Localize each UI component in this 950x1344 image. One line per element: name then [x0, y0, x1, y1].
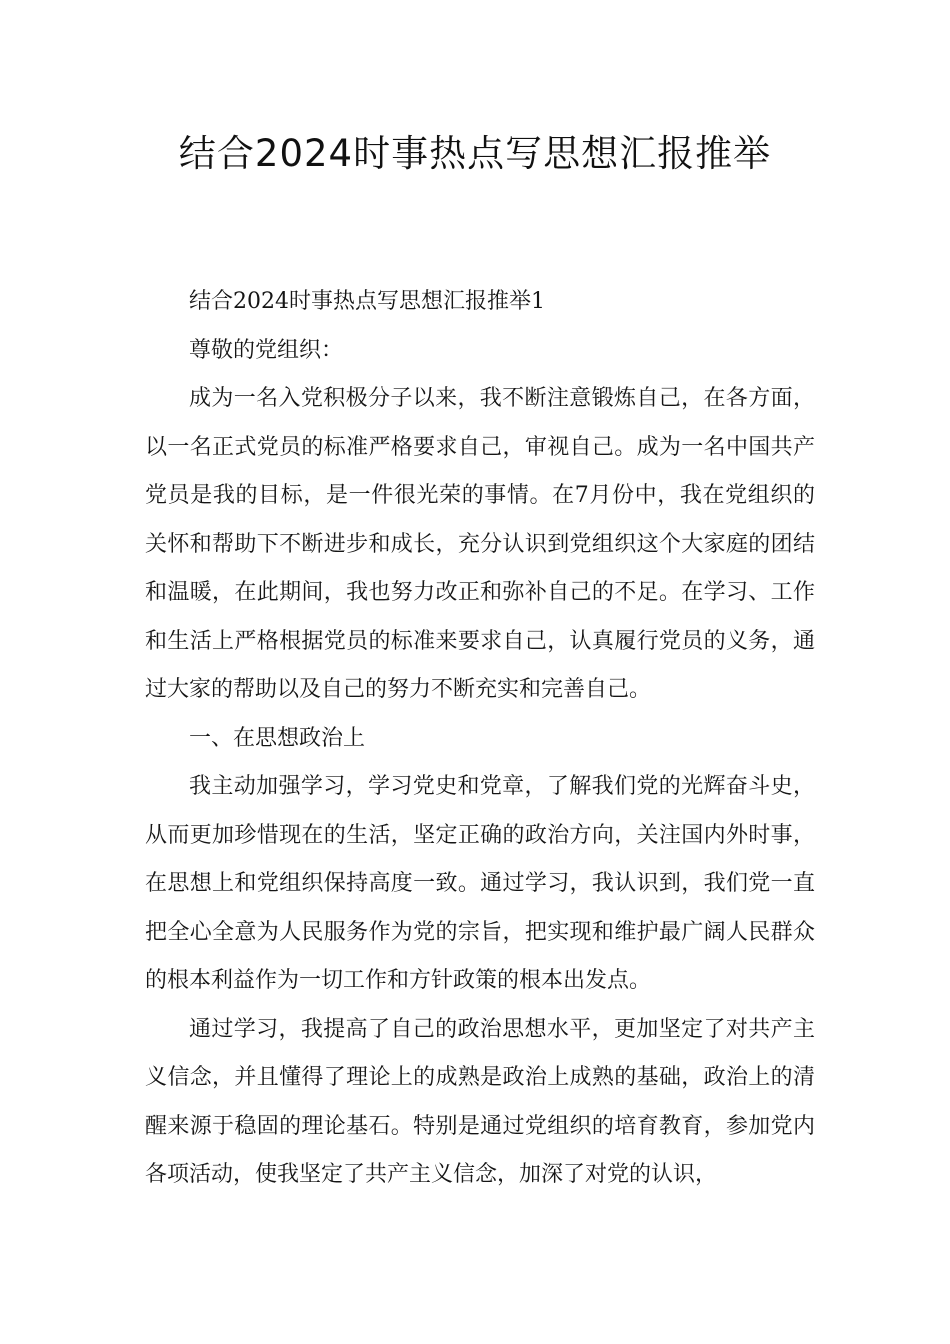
salutation: 尊敬的党组织：: [189, 337, 344, 363]
document-body: [145, 278, 815, 1200]
body-paragraph: 成为一名入党积极分子以来，我不断注意锻炼自己，在各方面，以一名正式党员的标准严格要求自己，审视自己。成为一名中国共产党员是我的目标，是一件很光荣的事情。在7月份中，我在党组织的关怀和帮助下不断进步和成长，充分认识到党组织这个大家庭的团结和温暖，在此期间，我也努力改正和弥补自己的不足。在学习、工作和生活上严格根据党员的标准来要求自己，认真履行党员的义务，通过大家的帮助以及自己的努力不断充实和完善自己。: [145, 386, 815, 702]
body-paragraph: 通过学习，我提高了自己的政治思想水平，更加坚定了对共产主义信念，并且懂得了理论上的成熟是政治上成熟的基础，政治上的清醒来源于稳固的理论基石。特别是通过党组织的培育教育，参加党内各项活动，使我坚定了共产主义信念，加深了对党的认识，: [145, 1016, 815, 1187]
document-title: 结合2024时事热点写思想汇报推举: [178, 132, 772, 175]
section-subtitle: 结合2024时事热点写思想汇报推举1: [189, 289, 545, 314]
body-paragraph: 我主动加强学习，学习党史和党章，了解我们党的光辉奋斗史，从而更加珍惜现在的生活，坚定正确的政治方向，关注国内外时事，在思想上和党组织保持高度一致。通过学习，我认识到，我们党一直把全心全意为人民服务作为党的宗旨，把实现和维护最广阔人民群众的根本利益作为一切工作和方针政策的根本出发点。: [145, 774, 815, 993]
section-heading: 一、在思想政治上: [189, 725, 366, 751]
